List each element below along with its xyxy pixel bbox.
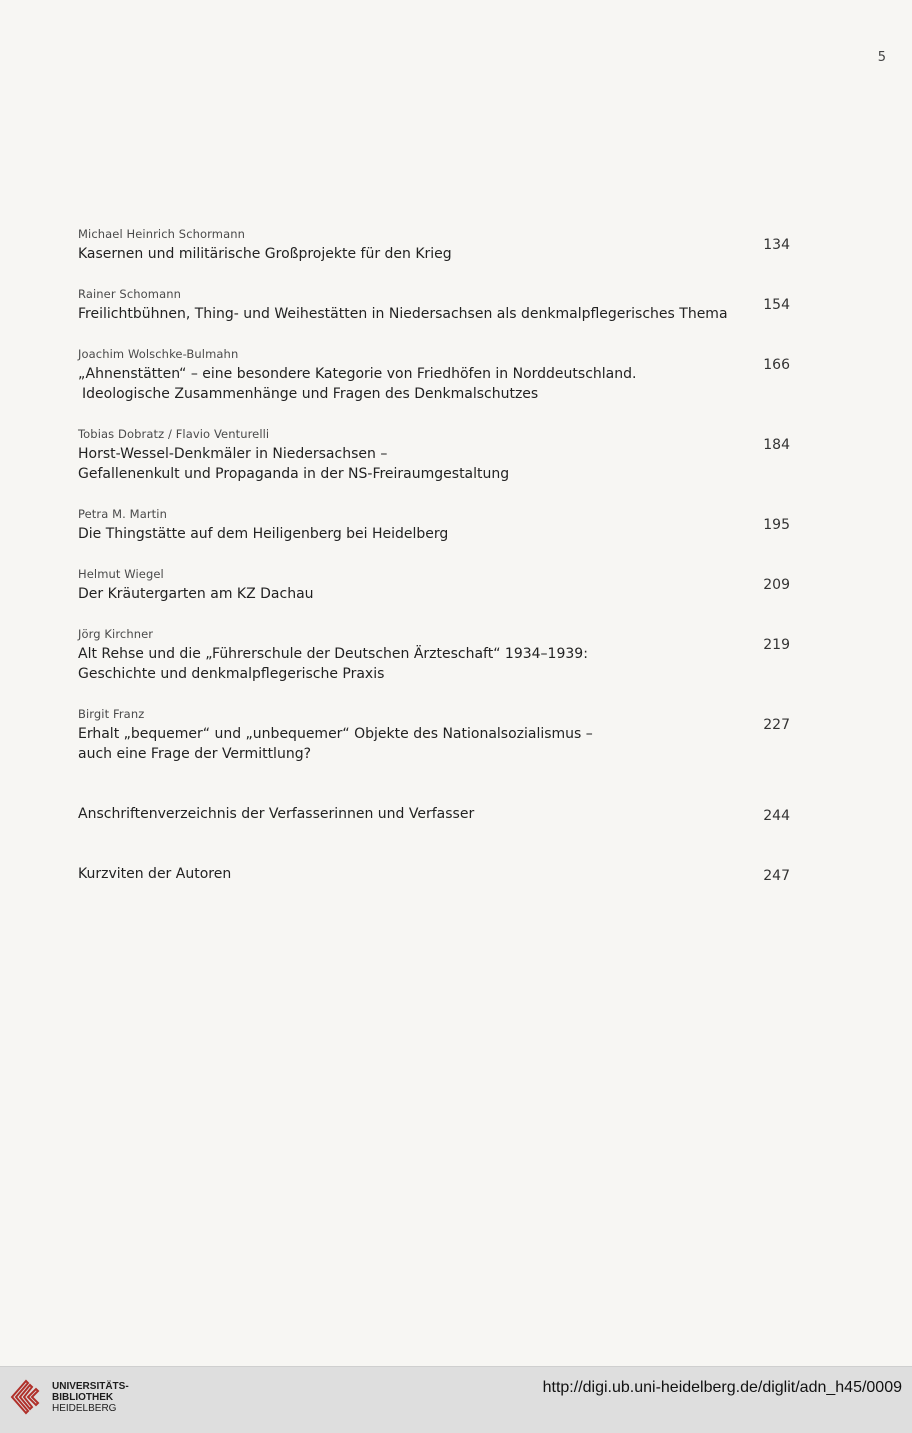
appendix-title: Anschriftenverzeichnis der Verfasserinnen und Verfasser <box>78 806 475 822</box>
appendix-title: Kurzviten der Autoren <box>78 866 232 882</box>
entry-title-line: Kasernen und militärische Großprojekte für den Krieg <box>78 246 452 262</box>
entry-page: 154 <box>763 297 790 313</box>
entry-title-line: Die Thingstätte auf dem Heiligenberg bei Heidelberg <box>78 526 449 542</box>
entry-page: 209 <box>763 577 790 593</box>
page-number: 5 <box>877 50 886 65</box>
toc-entry <box>78 227 790 264</box>
entry-title <box>78 644 790 684</box>
entry-author: Tobias Dobratz / Flavio Venturelli <box>78 427 270 441</box>
entry-title-line: auch eine Frage der Vermittlung? <box>78 746 312 762</box>
logo-line: UNIVERSITÄTS- <box>52 1381 129 1392</box>
entry-title-line: Ideologische Zusammenhänge und Fragen des Denkmalschutzes <box>82 386 539 402</box>
appendix-page: 244 <box>763 808 790 824</box>
entry-title-line: Gefallenenkult und Propaganda in der NS-Freiraumgestaltung <box>78 466 510 482</box>
entry-author: Birgit Franz <box>78 707 145 721</box>
entry-title-line: Der Kräutergarten am KZ Dachau <box>78 586 314 602</box>
viewer-footer <box>0 1366 912 1433</box>
entry-page: 184 <box>763 437 790 453</box>
toc-entry <box>78 287 790 324</box>
toc-appendix-entry <box>78 864 790 884</box>
logo-line: BIBLIOTHEK <box>52 1392 114 1403</box>
toc-entry <box>78 707 790 764</box>
entry-author: Rainer Schomann <box>78 287 182 301</box>
toc-entry <box>78 427 790 484</box>
permalink-url[interactable]: http://digi.ub.uni-heidelberg.de/diglit/adn_h45/0009 <box>542 1379 902 1396</box>
entry-author: Petra M. Martin <box>78 507 167 521</box>
entry-page: 219 <box>763 637 790 653</box>
entry-page: 195 <box>763 517 790 533</box>
logo-line: HEIDELBERG <box>52 1403 117 1414</box>
entry-title <box>78 444 790 484</box>
entry-author: Jörg Kirchner <box>78 627 154 641</box>
entry-title <box>78 724 790 764</box>
entry-title-line: Geschichte und denkmalpflegerische Praxis <box>78 666 385 682</box>
toc-entry <box>78 627 790 684</box>
toc-entry <box>78 567 790 604</box>
entry-title-line: Freilichtbühnen, Thing- und Weihestätten in Niedersachsen als denkmalpflegerisches Thema <box>78 306 728 322</box>
entry-title <box>78 364 790 404</box>
appendix-page: 247 <box>763 868 790 884</box>
entry-title <box>78 304 790 324</box>
entry-author: Joachim Wolschke-Bulmahn <box>78 347 239 361</box>
entry-page: 134 <box>763 237 790 253</box>
entry-title-line: Horst-Wessel-Denkmäler in Niedersachsen – <box>78 446 388 462</box>
library-logo-icon <box>8 1375 44 1417</box>
entry-page: 227 <box>763 717 790 733</box>
toc-appendix-entry <box>78 804 790 824</box>
entry-author: Helmut Wiegel <box>78 567 164 581</box>
entry-title <box>78 244 790 264</box>
entry-page: 166 <box>763 357 790 373</box>
toc-entry <box>78 347 790 404</box>
entry-title-line: Erhalt „bequemer“ und „unbequemer“ Objekte des Nationalsozialismus – <box>78 726 593 742</box>
entry-title-line: „Ahnenstätten“ – eine besondere Kategorie von Friedhöfen in Norddeutschland. <box>78 366 637 382</box>
entry-title-line: Alt Rehse und die „Führerschule der Deutschen Ärzteschaft“ 1934–1939: <box>78 646 588 662</box>
toc-entry <box>78 507 790 544</box>
library-logo-text <box>52 1381 129 1414</box>
entry-author: Michael Heinrich Schormann <box>78 227 245 241</box>
entry-title <box>78 524 790 544</box>
entry-title <box>78 584 790 604</box>
